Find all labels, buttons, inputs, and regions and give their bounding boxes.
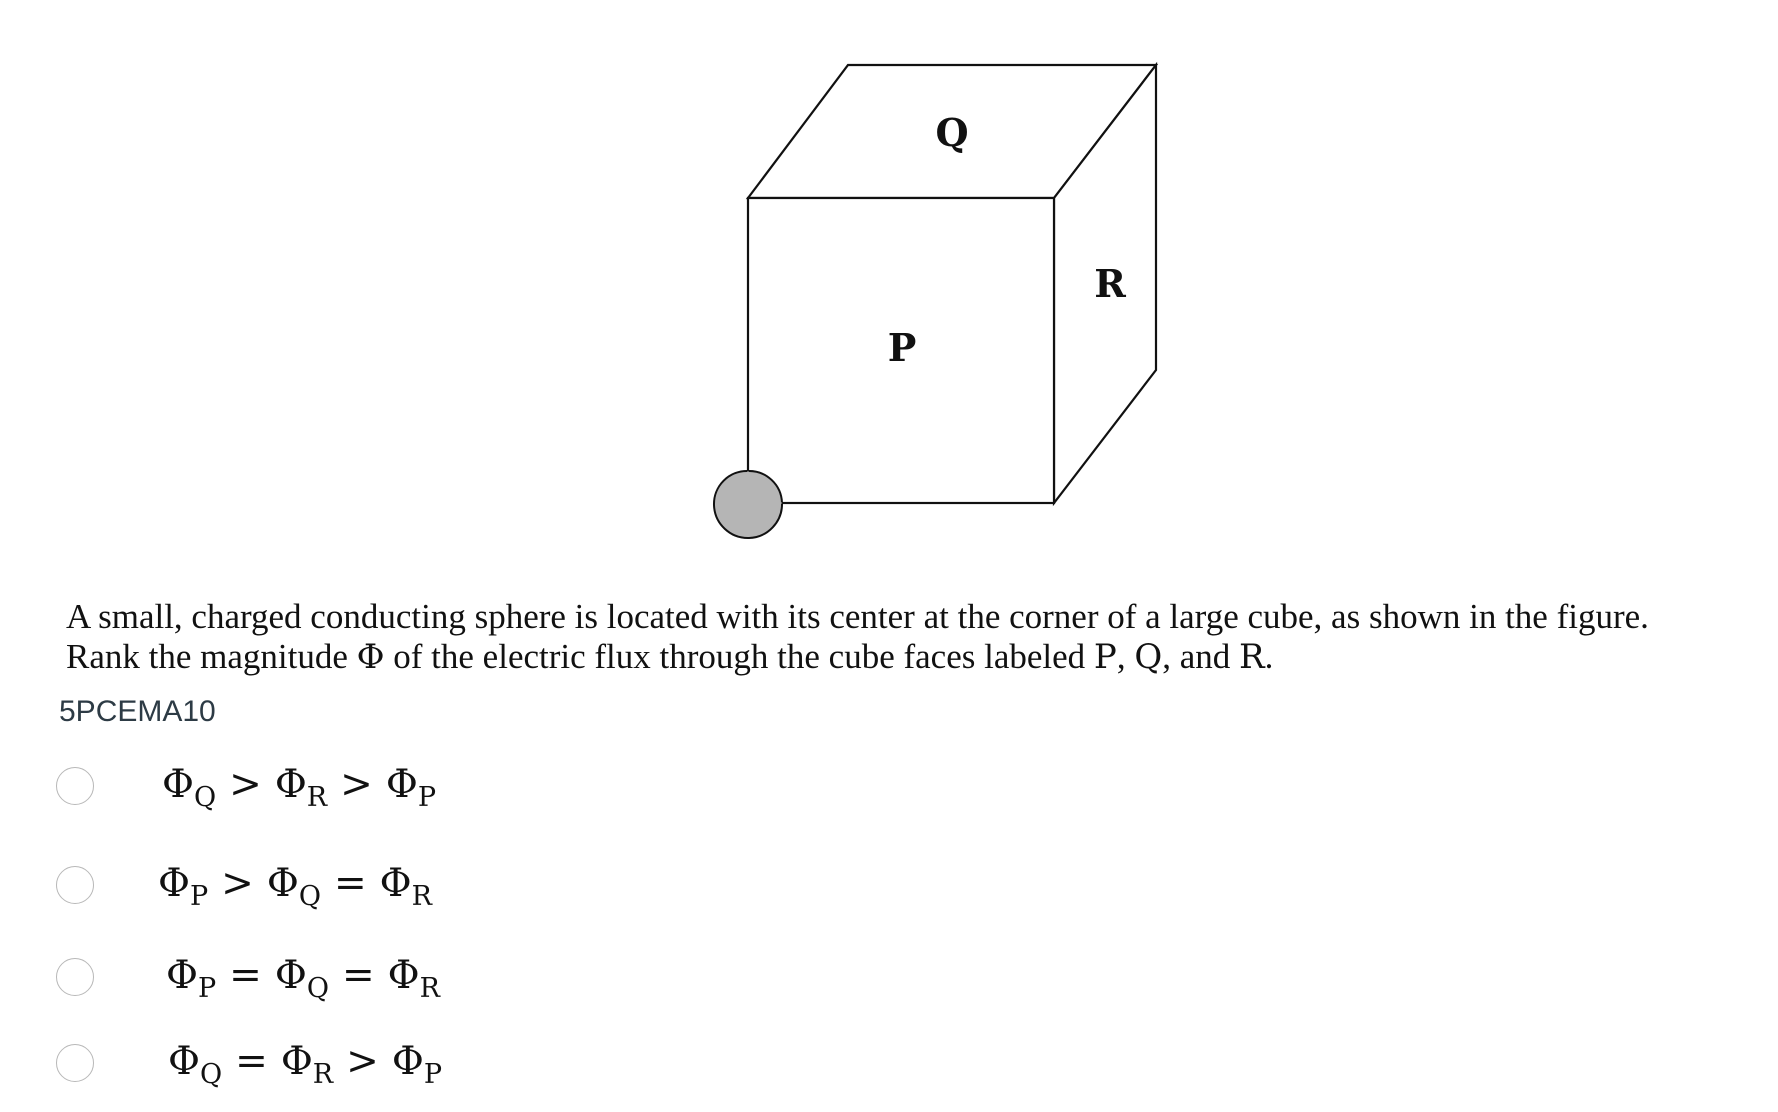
answer-formula (158, 861, 432, 912)
face-label-r: R (1094, 261, 1126, 306)
face-subscript: Q (193, 782, 217, 813)
answer-formula (162, 762, 436, 813)
relation-operator: = (341, 953, 375, 998)
face-subscript: R (312, 1059, 334, 1090)
phi-symbol: Φ (266, 861, 299, 906)
question-line-1: A small, charged conducting sphere is located with its center at the corner of a large cube, as shown in the figure. (66, 597, 1649, 636)
face-p-symbol: P (1093, 637, 1117, 677)
phi-symbol: Φ (385, 762, 418, 807)
phi-symbol: Φ (280, 1039, 313, 1084)
face-label-p: P (887, 325, 917, 370)
relation-operator: = (229, 953, 262, 998)
phi-symbol: Φ (158, 861, 190, 906)
question-code: 5PCEMA10 (59, 695, 216, 728)
phi-symbol: Φ (274, 762, 307, 807)
radio-button[interactable] (56, 1044, 94, 1082)
question-text-part: , and (1162, 637, 1239, 676)
question-line-2 (66, 637, 1766, 677)
face-subscript: P (197, 973, 217, 1004)
relation-operator: = (235, 1039, 268, 1084)
phi-symbol: Φ (391, 1039, 424, 1084)
relation-operator: > (229, 762, 262, 807)
face-subscript: R (411, 881, 432, 912)
radio-button[interactable] (56, 767, 94, 805)
phi-symbol: Φ (356, 637, 385, 677)
answer-formula (168, 1039, 442, 1090)
relation-operator: > (340, 762, 373, 807)
face-subscript: P (189, 881, 209, 912)
face-subscript: R (306, 782, 328, 813)
relation-operator: = (333, 861, 367, 906)
question-text-part: , (1116, 637, 1135, 676)
phi-symbol: Φ (274, 953, 307, 998)
face-q-symbol: Q (1134, 637, 1163, 677)
phi-symbol: Φ (162, 762, 194, 807)
answer-option-2[interactable] (52, 855, 472, 915)
face-subscript: P (417, 782, 436, 813)
phi-symbol: Φ (166, 953, 198, 998)
face-subscript: P (423, 1059, 442, 1090)
question-text-part: of the electric flux through the cube faces labeled (384, 637, 1094, 676)
face-r-symbol: R (1238, 637, 1265, 677)
face-label-q: Q (935, 110, 969, 155)
face-subscript: Q (199, 1059, 223, 1090)
radio-button[interactable] (56, 958, 94, 996)
phi-symbol: Φ (387, 953, 420, 998)
question-text (66, 597, 1766, 677)
answer-option-1[interactable] (52, 756, 472, 816)
question-text-part: . (1264, 637, 1274, 676)
face-subscript: Q (306, 973, 329, 1004)
relation-operator: > (346, 1039, 379, 1084)
face-subscript: Q (298, 881, 321, 912)
phi-symbol: Φ (379, 861, 412, 906)
relation-operator: > (221, 861, 254, 906)
face-subscript: R (419, 973, 440, 1004)
answer-option-4[interactable] (52, 1033, 472, 1093)
answer-formula (166, 953, 440, 1004)
phi-symbol: Φ (168, 1039, 200, 1084)
question-text-part: Rank the magnitude (66, 637, 357, 676)
answer-option-3[interactable] (52, 947, 472, 1007)
radio-button[interactable] (56, 866, 94, 904)
